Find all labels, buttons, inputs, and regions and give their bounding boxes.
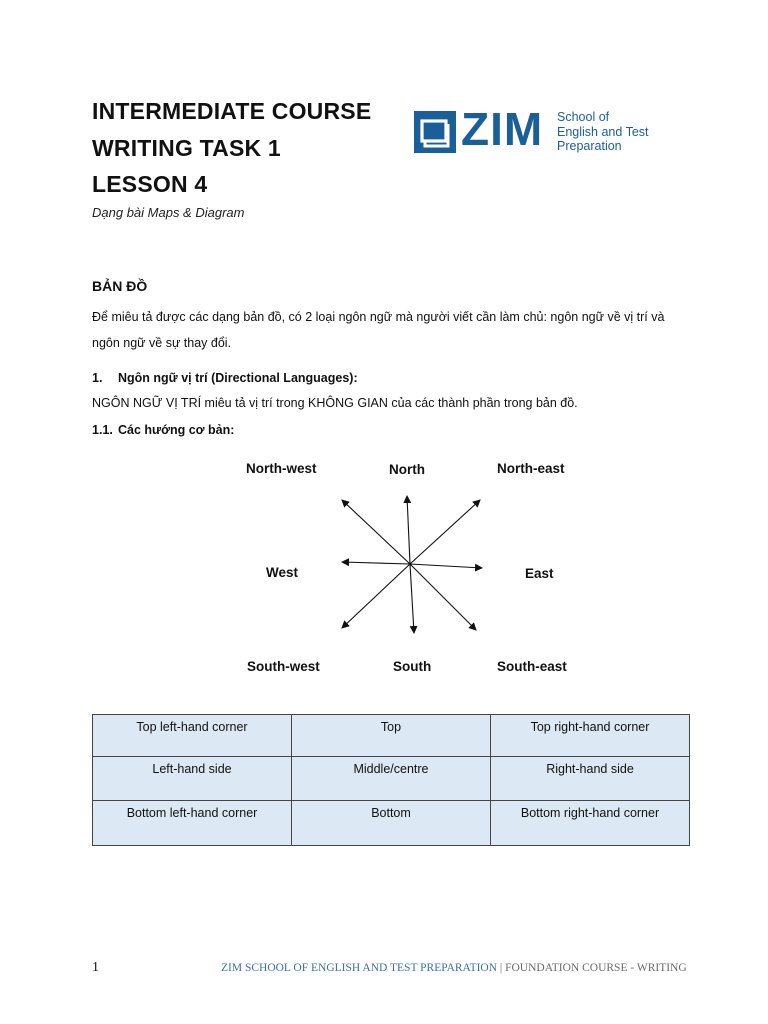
footer-org: ZIM SCHOOL OF ENGLISH AND TEST PREPARATION (221, 962, 498, 974)
table-cell: Bottom right-hand corner (491, 801, 690, 846)
footer-course: FOUNDATION COURSE - WRITING (505, 962, 687, 974)
label-north: North (389, 462, 425, 477)
zim-logo-wordmark: ZIM (461, 103, 544, 155)
arrow-south (410, 564, 414, 633)
arrow-west (342, 562, 410, 564)
arrow-south-west (342, 564, 410, 628)
sub-heading (92, 423, 712, 437)
item-heading (92, 371, 712, 385)
item-title: Ngôn ngữ vị trí (Directional Languages): (118, 371, 358, 385)
title-line-2: WRITING TASK 1 (92, 135, 281, 161)
table-cell: Middle/centre (292, 757, 491, 801)
page-number: 1 (92, 960, 99, 975)
label-north-west: North-west (246, 461, 317, 476)
label-east: East (525, 566, 554, 581)
table-cell: Top left-hand corner (93, 715, 292, 757)
label-south-west: South-west (247, 659, 320, 674)
footer-separator: | (497, 962, 506, 974)
label-south: South (393, 659, 432, 674)
arrow-north-west (342, 500, 410, 564)
label-north-east: North-east (497, 461, 565, 476)
table-cell: Bottom (292, 801, 491, 846)
intro-line-1: Để miêu tả được các dạng bản đồ, có 2 loại ngôn ngữ mà người viết cần làm chủ: ngôn ngữ về vị trí và (92, 310, 665, 324)
subtitle: Dạng bài Maps & Diagram (92, 205, 245, 220)
compass-arrows (330, 488, 494, 640)
table-cell: Left-hand side (93, 757, 292, 801)
position-table (92, 714, 690, 846)
item-number: 1. (92, 371, 103, 385)
sub-number: 1.1. (92, 423, 113, 437)
item-description: NGÔN NGỮ VỊ TRÍ miêu tả vị trí trong KHÔNG GIAN của các thành phần trong bản đồ. (92, 396, 578, 410)
table-row (93, 715, 690, 757)
table-cell: Top (292, 715, 491, 757)
zim-book-icon (414, 111, 456, 153)
table-cell: Bottom left-hand corner (93, 801, 292, 846)
title-line-3: LESSON 4 (92, 171, 208, 197)
sub-title: Các hướng cơ bản: (118, 423, 235, 437)
arrow-south-east (410, 564, 476, 630)
arrow-north-east (410, 500, 480, 564)
arrow-north (407, 496, 410, 564)
label-south-east: South-east (497, 659, 567, 674)
table-cell: Right-hand side (491, 757, 690, 801)
label-west: West (266, 565, 299, 580)
table-row (93, 757, 690, 801)
section-heading: BẢN ĐỒ (92, 278, 148, 294)
table-cell: Top right-hand corner (491, 715, 690, 757)
title-line-1: INTERMEDIATE COURSE (92, 98, 372, 124)
table-row (93, 801, 690, 846)
zim-logo-tagline: School of English and Test Preparation (557, 110, 649, 153)
intro-line-2: ngôn ngữ về sự thay đổi. (92, 336, 232, 350)
footer-text (221, 962, 687, 974)
arrow-east (410, 564, 482, 568)
